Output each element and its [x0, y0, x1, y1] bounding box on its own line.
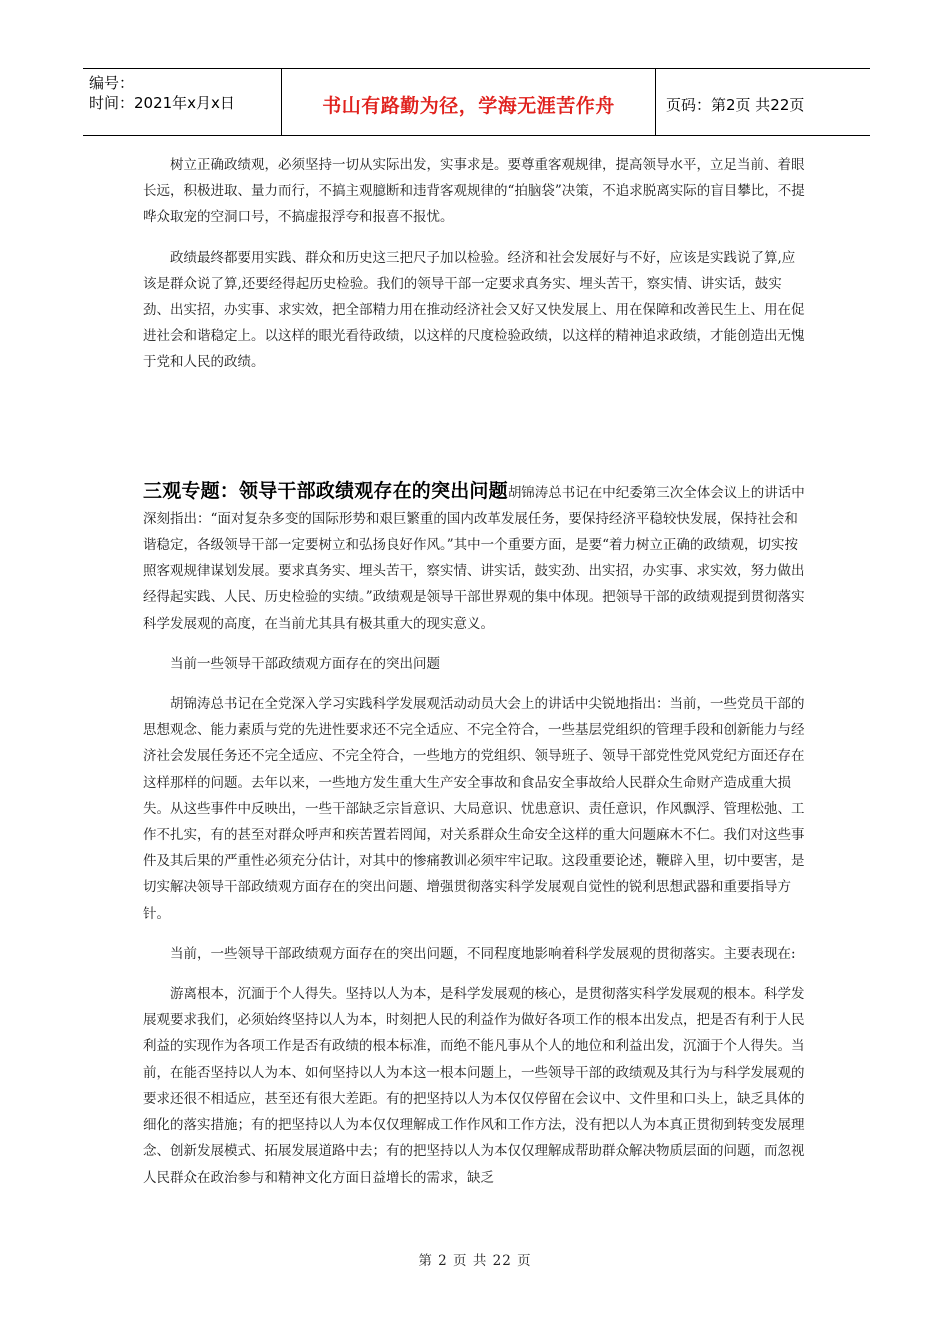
header-meta [83, 69, 282, 135]
header-motto: 书山有路勤为径，学海无涯苦作舟 [282, 69, 656, 135]
paragraph-6: 当前，一些领导干部政绩观方面存在的突出问题，不同程度地影响着科学发展观的贯彻落实。主要表现在: [170, 945, 796, 962]
paragraph-5: 胡锦涛总书记在全党深入学习实践科学发展观活动动员大会上的讲话中尖锐地指出：当前，一些党员干部的思想观念、能力素质与党的先进性要求还不完全适应、不完全符合，一些基层党组织的管理手段和创新能力与经济社会发展任务还不完全适应、不完全符合，一些地方的党组织、领导班子、领导干部党性党风党纪方面还存在这样那样的问题。去年以来，一些地方发生重大生产安全事故和食品安全事故给人民群众生命财产造成重大损失。从这些事件中反映出，一些干部缺乏宗旨意识、大局意识、忧患意识、责任意识，作风飘浮、管理松弛、工作不扎实，有的甚至对群众呼声和疾苦置若罔闻，对关系群众生命安全这样的重大问题麻木不仁。我们对这些事件及其后果的严重性必须充分估计，对其中的惨痛教训必须牢牢记取。这段重要论述，鞭辟入里，切中要害，是切实解决领导干部政绩观方面存在的突出问题、增强贯彻落实科学发展观自觉性的锐利思想武器和重要指导方针。 [143, 696, 805, 922]
paragraph-7: 游离根本，沉湎于个人得失。坚持以人为本，是科学发展观的核心，是贯彻落实科学发展观的根本。科学发展观要求我们，必须始终坚持以人为本，时刻把人民的利益作为做好各项工作的根本出发点，把是否有利于人民利益的实现作为各项工作是否有政绩的根本标准，而绝不能凡事从个人的地位和利益出发，沉湎于个人得失。当前，在能否坚持以人为本、如何坚持以人为本这一根本问题上，一些领导干部的政绩观及其行为与科学发展观的要求还很不相适应，甚至还有很大差距。有的把坚持以人为本仅仅停留在会议中、文件里和口头上，缺乏具体的细化的落实措施；有的把坚持以人为本仅仅理解成工作作风和工作方法，没有把以人为本真正贯彻到转变发展理念、创新发展模式、拓展发展道路中去；有的把坚持以人为本仅仅理解成帮助群众解决物质层面的问题，而忽视人民群众在政治参与和精神文化方面日益增长的需求，缺乏 [143, 986, 805, 1186]
document-number-label: 编号： [89, 74, 135, 92]
section-title: 三观专题：领导干部政绩观存在的突出问题 [143, 479, 508, 502]
paragraph-4: 当前一些领导干部政绩观方面存在的突出问题 [170, 655, 440, 672]
page-footer: 第 2 页 共 22 页 [418, 1253, 532, 1269]
document-body [143, 152, 806, 1205]
paragraph-3: 胡锦涛总书记在中纪委第三次全体会议上的讲话中深刻指出：“面对复杂多变的国际形势和艰巨繁重的国内改革发展任务，要保持经济平稳较快发展，保持社会和谐稳定，各级领导干部一定要树立和弘扬良好作风。”其中一个重要方面，是要“着力树立正确的政绩观，切实按照客观规律谋划发展。要求真务实、埋头苦干，察实情、讲实话，鼓实劲、出实招，办实事、求实效，努力做出经得起实践、人民、历史检验的实绩。”政绩观是领导干部世界观的集中体现。把领导干部的政绩观提到贯彻落实科学发展观的高度，在当前尤其具有极其重大的现实意义。 [143, 484, 805, 632]
paragraph-1: 树立正确政绩观，必须坚持一切从实际出发，实事求是。要尊重客观规律，提高领导水平，立足当前、着眼长远，积极进取、量力而行，不搞主观臆断和违背客观规律的“拍脑袋”决策，不追求脱离实际的盲目攀比，不提哗众取宠的空洞口号，不搞虚报浮夸和报喜不报忧。 [143, 157, 805, 226]
document-time-label: 时间：2021年x月x日 [89, 94, 235, 112]
header-page-number: 页码：第2页 共22页 [666, 95, 805, 114]
section-paragraph [143, 478, 806, 637]
paragraph-2: 政绩最终都要用实践、群众和历史这三把尺子加以检验。经济和社会发展好与不好，应该是实践说了算,应该是群众说了算,还要经得起历史检验。我们的领导干部一定要求真务实、埋头苦干，察实情、讲实话，鼓实劲、出实招，办实事、求实效，把全部精力用在推动经济社会又好又快发展上、用在保障和改善民生上、用在促进社会和谐稳定上。以这样的眼光看待政绩，以这样的尺度检验政绩，以这样的精神追求政绩，才能创造出无愧于党和人民的政绩。 [143, 249, 805, 371]
page-header [83, 68, 870, 136]
